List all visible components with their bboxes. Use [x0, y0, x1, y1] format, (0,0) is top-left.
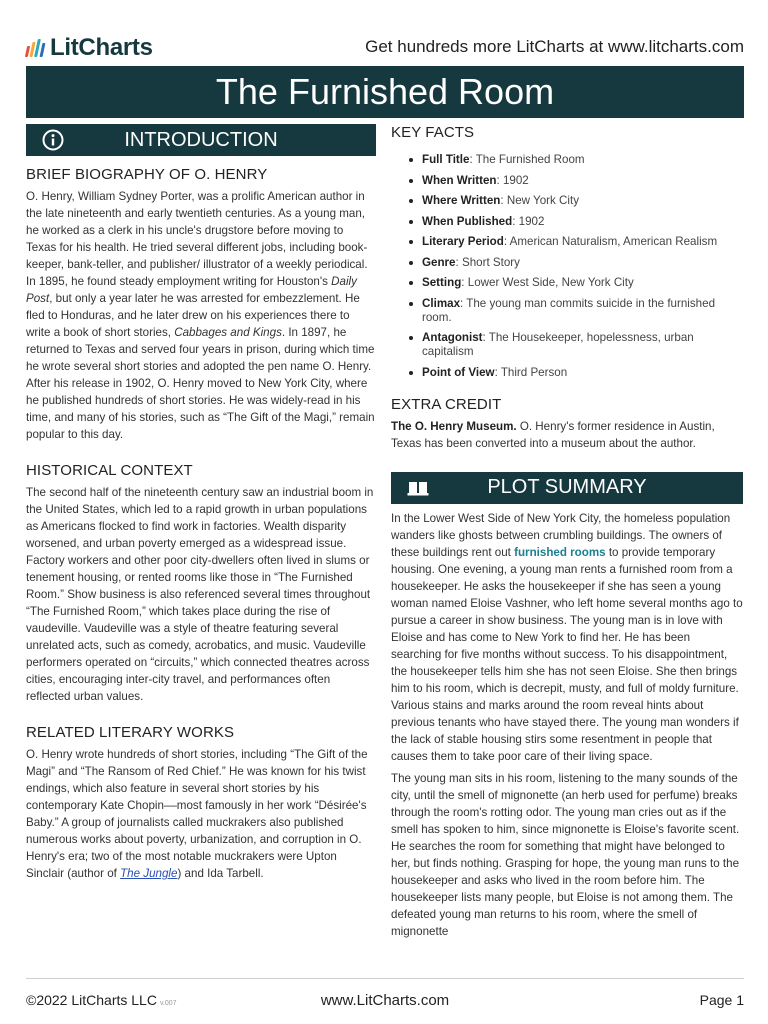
- extra-credit-heading: EXTRA CREDIT: [391, 395, 502, 413]
- related-works-text: O. Henry wrote hundreds of short stories, including “The Gift of the Magi” and “The Ransom of Red Chief.” He was known for his twist endings, which also feature in several short stories by his contemporary Kate Chopin––most famously in her work “Désirée's Baby.” A group of journalists called muckrakers also published numerous works about poverty, urbanization, and corruption in O. Henry's era; two of the most notable muckrakers were Upton Sinclair (author of The Jungle) and Ida Tarbell.: [26, 748, 368, 880]
- key-fact-item: Full Title: The Furnished Room: [409, 153, 743, 167]
- key-fact-item: When Written: 1902: [409, 174, 743, 188]
- key-fact-label: Setting: [422, 276, 462, 289]
- the-jungle-link[interactable]: The Jungle: [120, 867, 178, 880]
- key-fact-label: Where Written: [422, 194, 501, 207]
- litcharts-logo[interactable]: [26, 34, 153, 62]
- key-fact-value: 1902: [502, 173, 529, 187]
- key-fact-item: When Published: 1902: [409, 215, 743, 229]
- footer-version: v.007: [159, 1000, 177, 1007]
- historical-context-heading: HISTORICAL CONTEXT: [26, 462, 193, 479]
- key-fact-value: Short Story: [461, 255, 520, 269]
- top-bar: [26, 30, 744, 66]
- plot-summary-banner: [391, 472, 743, 504]
- footer-site-link[interactable]: www.LitCharts.com: [320, 992, 450, 1009]
- info-icon: [42, 129, 64, 151]
- key-fact-label: Full Title: [422, 153, 470, 166]
- key-fact-label: Point of View: [422, 365, 495, 379]
- right-column: [391, 124, 743, 940]
- extra-credit-text: The O. Henry Museum. O. Henry's former residence in Austin, Texas has been converted into a museum about the author.: [391, 419, 715, 450]
- footer-divider: [26, 978, 744, 979]
- footer: [26, 992, 744, 1012]
- footer-copyright: ©2022 LitCharts LLC v.007: [26, 992, 177, 1008]
- introduction-heading: INTRODUCTION: [124, 128, 278, 151]
- related-works-heading: RELATED LITERARY WORKS: [26, 724, 235, 741]
- key-fact-value: The young man commits suicide in the furnished room.: [422, 296, 716, 324]
- key-fact-value: Third Person: [500, 365, 568, 379]
- key-fact-label: Climax: [422, 296, 461, 310]
- key-fact-value: The Housekeeper, hopelessness, urban capitalism: [422, 331, 694, 358]
- plot-summary-paragraph-1: In the Lower West Side of New York City, the homeless population wanders like ghosts between crumbling buildings. The owners of these buildings rent out furnished rooms to provide temporary housing. One evening, a young man rents a furnished room from a housekeeper. He asks the housekeeper if she has seen a young woman named Eloise Vashner, who left home several months ago to pursue a career in show business. The young man is in love with Eloise and has come to New York to find her. He has been searching for five months without success. To his disappointment, the housekeeper tells him she has not seen Eloise. She then brings him to his room, which is decrepit, musty, and full of moldy furniture. Various stains and marks around the room reveal hints about previous tenants who have stayed there. The young man wonders if the lack of stable housing stirs some resentment in people that causes them to take poor care of their living space.: [391, 511, 743, 763]
- furnished-rooms-term[interactable]: furnished rooms: [514, 545, 606, 559]
- introduction-banner: [26, 124, 376, 156]
- title-banner: [26, 66, 744, 118]
- key-fact-item: Literary Period: American Naturalism, American Realism: [409, 235, 743, 249]
- key-fact-label: Antagonist: [422, 331, 483, 344]
- key-facts-heading: KEY FACTS: [391, 124, 475, 141]
- key-facts-list: [409, 153, 743, 380]
- key-fact-item: Climax: The young man commits suicide in the furnished room.: [409, 297, 743, 325]
- left-column: [26, 124, 376, 882]
- key-fact-item: Setting: Lower West Side, New York City: [409, 276, 743, 290]
- key-fact-item: Where Written: New York City: [409, 194, 743, 208]
- key-fact-label: Literary Period: [422, 235, 504, 248]
- key-fact-value: American Naturalism, American Realism: [509, 235, 718, 248]
- key-fact-value: New York City: [506, 194, 579, 207]
- plot-summary-heading: PLOT SUMMARY: [487, 476, 647, 498]
- logo-bars-icon: [26, 39, 44, 57]
- plot-summary-paragraph-2: The young man sits in his room, listening to the many sounds of the city, until the smell of mignonette (an herb used for perfume) breaks through the room's rotting odor. The young man cries out as if the smell has spoken to him, since mignonette is Eloise's favorite scent. He searches the room for something that might have belonged to her, but finds nothing. Grasping for hope, the young man runs to the housekeeper and asks who lived in the room before him. The housekeeper lists many people, but Eloise is not among them. The defeated young man returns to his room, where the smell of mignonette: [391, 771, 740, 938]
- footer-page-number: Page 1: [699, 992, 744, 1008]
- key-fact-item: Antagonist: The Housekeeper, hopelessness, urban capitalism: [409, 331, 743, 359]
- key-fact-item: Genre: Short Story: [409, 256, 743, 270]
- key-fact-value: 1902: [518, 214, 545, 228]
- book-icon: [407, 477, 429, 499]
- header-tagline: Get hundreds more LitCharts at www.litcharts.com: [365, 37, 744, 56]
- logo-text: LitCharts: [50, 34, 153, 61]
- biography-heading: BRIEF BIOGRAPHY OF O. HENRY: [26, 166, 268, 183]
- key-fact-item: Point of View: Third Person: [409, 366, 743, 380]
- key-fact-label: When Written: [422, 173, 497, 187]
- key-fact-value: The Furnished Room: [475, 153, 585, 166]
- key-fact-value: Lower West Side, New York City: [467, 276, 634, 289]
- key-fact-label: When Published: [422, 214, 513, 228]
- page-title: The Furnished Room: [215, 71, 555, 112]
- biography-text: O. Henry, William Sydney Porter, was a prolific American author in the late nineteenth and early twentieth centuries. As a young man, he worked as a clerk in his uncle's drugstore before moving to Texas for his health. He tried several different jobs, including book-keeper, bank-teller, and publisher/ illustrator of a weekly periodical. In 1895, he found steady employment writing for Houston's Daily Post, but only a year later he was arrested for embezzlement. He fled to Honduras, and he later drew on his experiences there to write a book of short stories, Cabbages and Kings. In 1897, he returned to Texas and served four years in prison, during which time he wrote several short stories and adopted the pen name O. Henry. After his release in 1902, O. Henry moved to New York City, where he published hundreds of short stories. He was widely-read in his time, and many of his stories, such as “The Gift of the Magi,” remain popular to this day.: [26, 190, 375, 441]
- historical-context-text: The second half of the nineteenth century saw an industrial boom in the United States, which led to a rapid growth in urban populations as Americans flocked to find work in factories. Wealth disparity worsened, and urban poverty emerged as a widespread issue. Factory workers and other poor city-dwellers often lived in slums or tenement housing, or rented rooms like those in “The Furnished Room.” Show business is also referenced several times throughout “The Furnished Room,” which takes place during the rise of vaudeville. Vaudeville was a style of theatre featuring several unrelated acts, such as comedy, acrobatics, and music. Vaudeville performers operated on “circuits,” which connected theatres across cities, encouraging inter-city travel, and performances often reflected urban values.: [26, 486, 374, 703]
- key-fact-label: Genre: [422, 255, 456, 269]
